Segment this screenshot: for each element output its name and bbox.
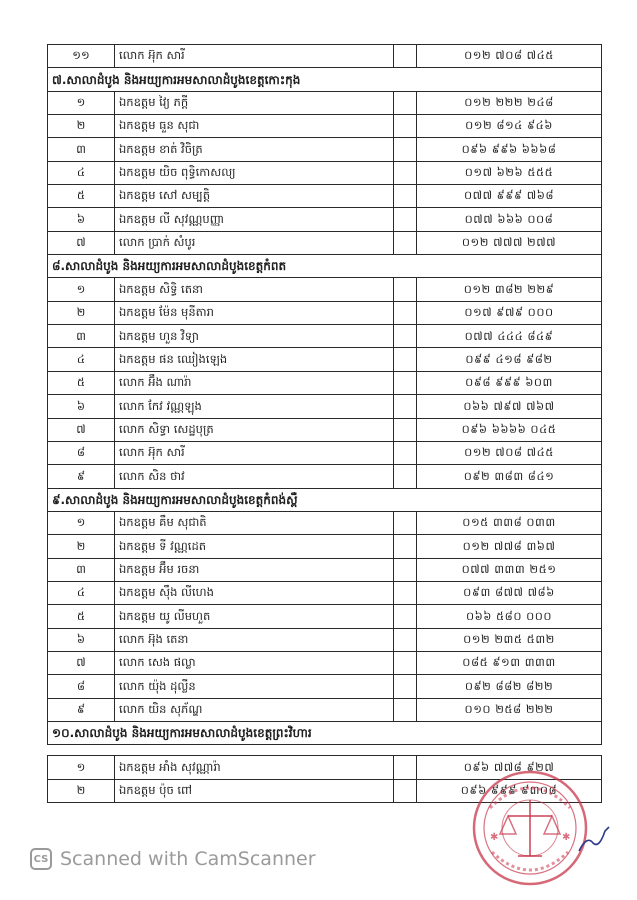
table-row <box>48 45 602 68</box>
phone-number: ០៧៧ ៩៩៩ ៧៦៨ <box>417 185 602 208</box>
row-number: ៤ <box>48 581 115 604</box>
column-gap <box>394 231 417 254</box>
column-gap <box>394 418 417 441</box>
row-number: ៨ <box>48 675 115 698</box>
column-gap <box>394 675 417 698</box>
phone-number: ០៨៥ ៩១៣ ៣៣៣ <box>417 651 602 674</box>
phone-number: ០៦៦ ៧៩៧ ៧៦៧ <box>417 395 602 418</box>
scanner-watermark-text: Scanned with CamScanner <box>60 848 316 870</box>
row-number: ៧ <box>48 651 115 674</box>
phone-number: ០៩២ ៣៨៣ ៨៤១ <box>417 465 602 488</box>
table-row <box>48 278 602 301</box>
phone-number: ០១២ ៨១៤ ៩៤៦ <box>417 115 602 138</box>
table-row <box>48 395 602 418</box>
column-gap <box>394 325 417 348</box>
row-number: ១ <box>48 756 115 779</box>
person-name: ឯកឧត្តម អាំង សុវណ្ណារ៉ា <box>115 756 394 779</box>
section-title: ៧.សាលាដំបូង និងអយ្យការអមសាលាដំបូងខេត្តកោះកុង <box>48 68 602 91</box>
phone-number: ០៩២ ៨៨២ ៨២២ <box>417 675 602 698</box>
column-gap <box>394 558 417 581</box>
person-name: ឯកឧត្តម ទី វណ្ណដេត <box>115 535 394 558</box>
table-row <box>48 138 602 161</box>
phone-number: ០១២ ៧៧៧ ២៧៧ <box>417 231 602 254</box>
column-gap <box>394 535 417 558</box>
phone-number: ០៩៨ ៩៩៩ ៦០៣ <box>417 371 602 394</box>
phone-number: ០៩៦ ៧៧៨ ៩២៧ <box>417 756 602 779</box>
table-row <box>48 581 602 604</box>
table-row <box>48 441 602 464</box>
row-number: ១ <box>48 511 115 534</box>
contact-table-body <box>48 45 602 803</box>
column-gap <box>394 605 417 628</box>
row-number: ២ <box>48 301 115 324</box>
person-name: ឯកឧត្តម វៃ្យ ភក្តី <box>115 91 394 114</box>
contact-table <box>47 44 602 803</box>
person-name: លោក អ៊ុក សារី <box>115 441 394 464</box>
section-header-row <box>48 721 602 744</box>
table-row <box>48 418 602 441</box>
phone-number: ០១២ ២៣៥ ៥៣២ <box>417 628 602 651</box>
person-name: លោក អ៊ឹង ណារ៉ា <box>115 371 394 394</box>
row-number: ៦ <box>48 395 115 418</box>
table-row <box>48 651 602 674</box>
column-gap <box>394 395 417 418</box>
person-name: លោក យ៉ុង ដុល្លីន <box>115 675 394 698</box>
phone-number: ០៩៦ ៦៦៦៦ ០៤៥ <box>417 418 602 441</box>
person-name: ឯកឧត្តម សៅ សម្បត្តិ <box>115 185 394 208</box>
person-name: លោក សេង ផល្លា <box>115 651 394 674</box>
person-name: ឯកឧត្តម អ៊ឹម រចនា <box>115 558 394 581</box>
table-row <box>48 465 602 488</box>
table-row <box>48 698 602 721</box>
column-gap <box>394 348 417 371</box>
phone-number: ០១២ ៧០៨ ៧៤៥ <box>417 441 602 464</box>
signature-mark-icon <box>575 825 615 855</box>
person-name: ឯកឧត្តម ប៉ុច ពៅ <box>115 779 394 802</box>
table-row <box>48 371 602 394</box>
column-gap <box>394 301 417 324</box>
person-name: ឯកឧត្តម សិទ្ធិ តេនា <box>115 278 394 301</box>
phone-number: ០១៥ ៣៣៨ ០៣៣ <box>417 511 602 534</box>
phone-number: ០១២ ៣៨២ ២២៩ <box>417 278 602 301</box>
person-name: លោក កែវ វណ្ណឡុង <box>115 395 394 418</box>
section-header-row <box>48 488 602 511</box>
section-header-row <box>48 255 602 278</box>
row-number: ៣ <box>48 558 115 581</box>
row-number: ១ <box>48 91 115 114</box>
phone-number: ០៩៦ ៩៩៩ ៩៣០៨ <box>417 779 602 802</box>
column-gap <box>394 45 417 68</box>
row-number: ៤ <box>48 161 115 184</box>
column-gap <box>394 208 417 231</box>
table-row <box>48 231 602 254</box>
row-number: ៣ <box>48 138 115 161</box>
table-row <box>48 511 602 534</box>
section-title: ៨.សាលាដំបូង និងអយ្យការអមសាលាដំបូងខេត្តកំពត <box>48 255 602 278</box>
table-row <box>48 161 602 184</box>
phone-number: ០៩៣ ៨៧៧ ៧៨៦ <box>417 581 602 604</box>
person-name: លោក យិន សុភ័ណ្ឌ <box>115 698 394 721</box>
person-name: ឯកឧត្តម ម៉ែន មុនីតារា <box>115 301 394 324</box>
row-number: ៧ <box>48 418 115 441</box>
table-row <box>48 325 602 348</box>
phone-number: ០៧៧ ៤៤៤ ៨៤៩ <box>417 325 602 348</box>
row-number: ៥ <box>48 185 115 208</box>
row-number: ៧ <box>48 231 115 254</box>
phone-number: ០៩៦ ៩៩៦ ៦៦៦៨ <box>417 138 602 161</box>
row-number: ១១ <box>48 45 115 68</box>
table-row <box>48 185 602 208</box>
spacer-row <box>48 745 602 756</box>
scanner-footer <box>30 848 316 870</box>
phone-number: ០៧៧ ៦៦៦ ០០៨ <box>417 208 602 231</box>
person-name: ឯកឧត្តម ស៊ឹង លីហេង <box>115 581 394 604</box>
table-row <box>48 628 602 651</box>
table-row <box>48 301 602 324</box>
phone-number: ០៧៧ ៣៣៣ ២៥១ <box>417 558 602 581</box>
person-name: ឯកឧត្តម យិច ពុទ្ធិកោសល្យ <box>115 161 394 184</box>
column-gap <box>394 138 417 161</box>
column-gap <box>394 628 417 651</box>
section-header-row <box>48 68 602 91</box>
person-name: លោក សិន ថាវ <box>115 465 394 488</box>
phone-number: ០១២ ៧០៨ ៧៤៥ <box>417 45 602 68</box>
column-gap <box>394 651 417 674</box>
phone-number: ០១២ ៧៧៨ ៣៦៧ <box>417 535 602 558</box>
column-gap <box>394 278 417 301</box>
phone-number: ០៩៩ ៤១៨ ៩៨២ <box>417 348 602 371</box>
person-name: ឯកឧត្តម យូ លីមហួត <box>115 605 394 628</box>
person-name: ឯកឧត្តម ផន ឈៀងឡេង <box>115 348 394 371</box>
row-number: ២ <box>48 115 115 138</box>
row-number: ៨ <box>48 441 115 464</box>
row-number: ៥ <box>48 605 115 628</box>
row-number: ៩ <box>48 698 115 721</box>
table-row <box>48 675 602 698</box>
phone-number: ០៦៦ ៥៨០ ០០០ <box>417 605 602 628</box>
table-row <box>48 208 602 231</box>
table-row <box>48 115 602 138</box>
phone-number: ០១៧ ៦២៦ ៥៥៥ <box>417 161 602 184</box>
column-gap <box>394 371 417 394</box>
row-number: ៦ <box>48 628 115 651</box>
table-row <box>48 605 602 628</box>
person-name: លោក ប្រាក់ សំបូរ <box>115 231 394 254</box>
camscanner-logo-icon: CS <box>30 848 52 870</box>
spacer-cell <box>48 745 602 756</box>
person-name: លោក អ៊ុង តេនា <box>115 628 394 651</box>
column-gap <box>394 756 417 779</box>
svg-text:✱: ✱ <box>562 832 571 843</box>
official-seal-icon <box>470 768 590 888</box>
person-name: លោក អ៊ុក សារី <box>115 45 394 68</box>
row-number: ២ <box>48 535 115 558</box>
person-name: ឯកឧត្តម លី សុវណ្ណបញ្ញា <box>115 208 394 231</box>
row-number: ៩ <box>48 465 115 488</box>
row-number: ១ <box>48 278 115 301</box>
phone-number: ០១០ ២៥៨ ២២២ <box>417 698 602 721</box>
person-name: ឯកឧត្តម ហួន វិទ្យា <box>115 325 394 348</box>
column-gap <box>394 441 417 464</box>
row-number: ៦ <box>48 208 115 231</box>
column-gap <box>394 465 417 488</box>
table-row <box>48 91 602 114</box>
section-title: ៩.សាលាដំបូង និងអយ្យការអមសាលាដំបូងខេត្តកំពង់ស្ពឺ <box>48 488 602 511</box>
table-row <box>48 535 602 558</box>
column-gap <box>394 511 417 534</box>
svg-text:✱: ✱ <box>490 832 499 843</box>
person-name: លោក សិទ្ធា សេដ្ឋបុត្រ <box>115 418 394 441</box>
column-gap <box>394 115 417 138</box>
column-gap <box>394 91 417 114</box>
column-gap <box>394 698 417 721</box>
phone-number: ០១៧ ៩៧៩ ០០០ <box>417 301 602 324</box>
column-gap <box>394 161 417 184</box>
table-row <box>48 348 602 371</box>
row-number: ៥ <box>48 371 115 394</box>
row-number: ២ <box>48 779 115 802</box>
person-name: ឯកឧត្តម ខាត់ វិចិត្រ <box>115 138 394 161</box>
person-name: ឯកឧត្តម ធួន សុជា <box>115 115 394 138</box>
column-gap <box>394 581 417 604</box>
column-gap <box>394 779 417 802</box>
phone-number: ០១២ ២២២ ២៤៨ <box>417 91 602 114</box>
section-title: ១០.សាលាដំបូង និងអយ្យការអមសាលាដំបូងខេត្តព្រះវិហារ <box>48 721 602 744</box>
row-number: ៤ <box>48 348 115 371</box>
table-row <box>48 558 602 581</box>
person-name: ឯកឧត្តម គឹម សុជាតិ <box>115 511 394 534</box>
column-gap <box>394 185 417 208</box>
row-number: ៣ <box>48 325 115 348</box>
